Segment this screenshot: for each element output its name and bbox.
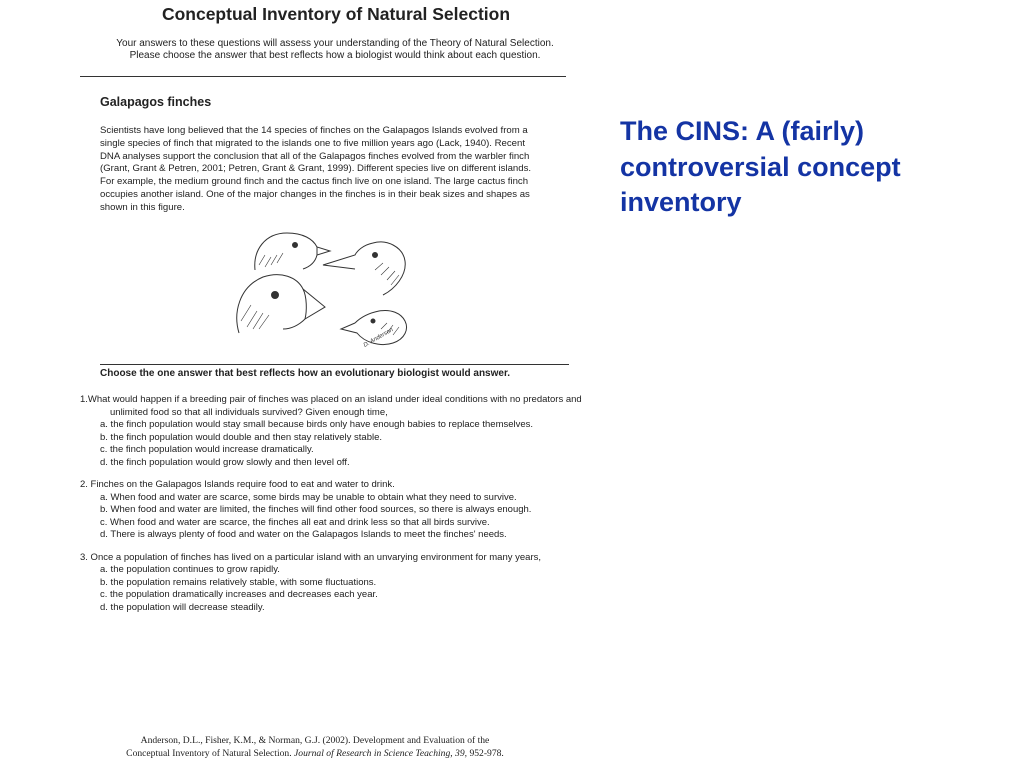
answer-option: b. the finch population would double and then stay relatively stable. (100, 431, 383, 443)
answer-option: c. When food and water are scarce, the finches all eat and drink less so that all birds survive. (100, 516, 490, 528)
answer-option: a. the population continues to grow rapidly. (100, 564, 280, 576)
medium-ground-finch-drawing (255, 233, 330, 270)
answer-option: a. When food and water are scarce, some birds may be unable to obtain what they need to survive. (100, 491, 517, 503)
question-1 (80, 394, 590, 470)
citation-pages: 952-978. (469, 747, 504, 759)
citation-authors-title: Conceptual Inventory of Natural Selection. (126, 747, 292, 759)
citation-line-2 (80, 748, 550, 761)
question-stem: 3. Once a population of finches has lived on a particular island with an unvarying environment for many years, (80, 551, 542, 563)
answer-option: b. When food and water are limited, the finches will find other food sources, so there is always enough. (100, 504, 532, 516)
slide-title: The CINS: A (fairly) controversial concept inventory (620, 116, 901, 217)
document-title: Conceptual Inventory of Natural Selection (161, 4, 511, 24)
answer-option: d. There is always plenty of food and water on the Galapagos Islands to meet the finches' needs. (100, 529, 507, 541)
answer-option: d. the finch population would grow slowly and then level off. (100, 456, 350, 468)
question-list (80, 394, 590, 624)
question-stem: 2. Finches on the Galapagos Islands require food to eat and water to drink. (80, 479, 395, 491)
answer-option: d. the population will decrease steadily. (100, 601, 265, 613)
question-2 (80, 479, 590, 542)
figure-signature: D. Anderson (362, 327, 395, 349)
answer-option: b. the population remains relatively stable, with some fluctuations. (100, 576, 377, 588)
section-heading: Galapagos finches (100, 95, 212, 109)
answer-option: c. the population dramatically increases and decreases each year. (100, 589, 378, 601)
answer-option: c. the finch population would increase dramatically. (100, 444, 314, 456)
citation-journal: Journal of Research in Science Teaching, 39, (294, 747, 468, 759)
citation-line-1: Anderson, D.L., Fisher, K.M., & Norman, G.J. (2002). Development and Evaluation of the (140, 735, 490, 746)
instruction-text: Choose the one answer that best reflects how an evolutionary biologist would answer. (100, 368, 511, 379)
finch-beaks-figure (225, 225, 425, 360)
intro-line-2: Please choose the answer that best reflects how a biologist would think about each question. (129, 50, 541, 61)
question-stem: 1.What would happen if a breeding pair of finches was placed on an island under ideal conditions with no predators and unlimited food so that all individuals survived? Given enough time, (80, 394, 582, 418)
header-divider (80, 76, 566, 77)
cactus-finch-drawing (323, 242, 405, 295)
question-3 (80, 552, 590, 615)
large-ground-finch-drawing (237, 275, 325, 333)
finch-paragraph: Scientists have long believed that the 14 species of finches on the Galapagos Islands evolved from a single species of finch that migrated to the islands one to five million years ago (Lack, 1940). Recent DNA analyses support the conclusion that all of the Galapagos finches evolved from the warbler finch (Grant, Grant & Petren, 2001; Petren, Grant & Grant, 1999). Different species live on different islands. For example, the medium ground finch and the cactus finch live on one island. The large cactus finch occupies another island. One of the major changes in the finches is in their beak sizes and shapes as shown in this figure. (100, 125, 532, 213)
intro-line-1: Your answers to these questions will assess your understanding of the Theory of Natural Selection. (116, 38, 554, 49)
answer-option: a. the finch population would stay small because birds only have enough babies to replace themselves. (100, 419, 534, 431)
citation (80, 735, 550, 760)
document-intro (80, 38, 590, 62)
instruction-divider (100, 364, 569, 365)
